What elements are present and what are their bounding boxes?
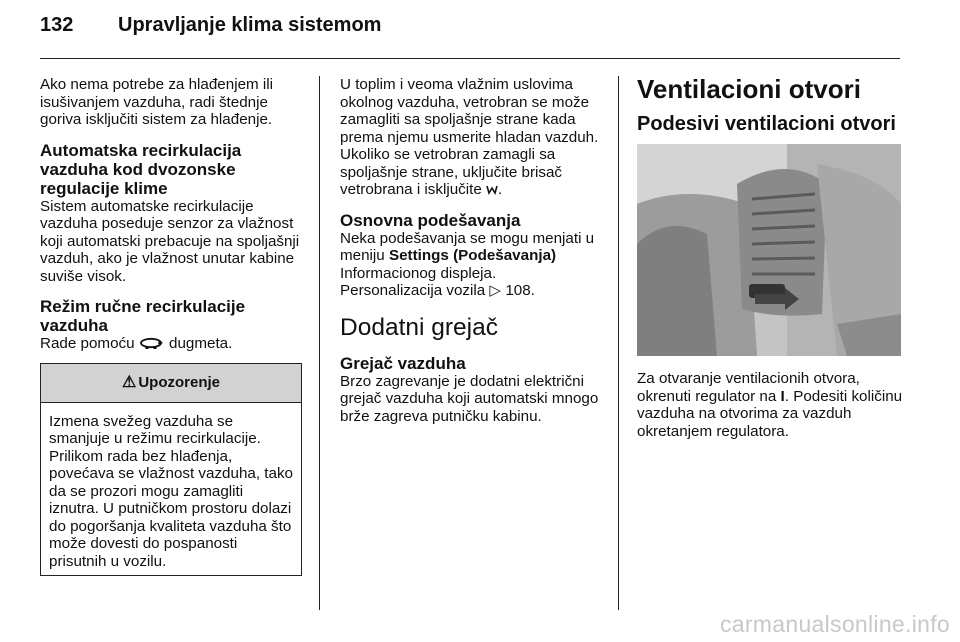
- basic-settings-text: Neka podešavanja se mogu menjati u meniju Settings (Podešavanja) Informacionog displeja. Personalizacija vozila ▷ 108.: [340, 229, 595, 299]
- manual-recirc-text: Rade pomoću dugmeta.: [40, 335, 233, 352]
- warning-box: [40, 363, 302, 577]
- page-header: [40, 14, 381, 54]
- adjustable-vents-heading: Podesivi ventilacioni otvori: [637, 113, 896, 135]
- warning-triangle-icon: ⚠: [121, 373, 137, 391]
- column-3: [637, 76, 905, 440]
- page-reference-arrow-icon: ▷: [489, 282, 502, 299]
- column-2: [340, 76, 606, 425]
- basic-settings-heading: Osnovna podešavanja: [340, 210, 521, 230]
- vents-section-title: Ventilacioni otvori: [637, 74, 861, 104]
- auto-recirc-heading: Automatska recirkulacija vazduha kod dvozonske regulacije klime: [40, 140, 242, 198]
- air-heater-heading: Grejač vazduha: [340, 353, 466, 373]
- vent-open-symbol: I: [780, 387, 785, 405]
- watermark: carmanualsonline.info: [719, 611, 950, 637]
- warning-title: Upozorenje: [138, 373, 221, 391]
- intro-paragraph: Ako nema potrebe za hlađenjem ili isušivanjem vazduha, radi štednje goriva isključiti sistem za hlađenje.: [40, 76, 274, 128]
- page-title: Upravljanje klima sistemom: [118, 14, 382, 36]
- humid-paragraph: U toplim i veoma vlažnim uslovima okolnog vazduha, vetrobran se može zamagliti sa spoljašnje strane kada prema njemu usmerite hladan vazduh. Ukoliko se vetrobran zamagli sa spoljašnje strane, uključite brisač vetrobrana i isključite .: [340, 76, 599, 198]
- column-divider: [319, 76, 320, 610]
- manual-recirc-heading: Režim ručne recirkulacije vazduha: [40, 297, 246, 335]
- auto-recirc-text: Sistem automatske recirkulacije vazduha poseduje senzor za vlažnost koji automatski prebacuje na spoljašnji vazduh, ako je vlažnost unutar kabine suviše visok.: [40, 197, 300, 285]
- vent-caption: Za otvaranje ventilacionih otvora, okrenuti regulator na I. Podesiti količinu vazduha na otvorima za vazduh okretanjem regulatora.: [637, 370, 903, 440]
- column-1: [40, 76, 308, 576]
- warning-text: Izmena svežeg vazduha se smanjuje u režimu recirkulacije. Prilikom rada bez hlađenja, povećava se vlažnost vazduha, tako da se prozori mogu zamagliti iznutra. U putničkom prostoru dolazi do pogoršanja kvaliteta vazduha što može dovesti do pospanosti prisutnih u vozilu.: [49, 412, 293, 570]
- air-heater-text: Brzo zagrevanje je dodatni električni grejač vazduha koji automatski mnogo brže zagreva putničku kabinu.: [340, 372, 599, 425]
- recirculation-icon: [139, 335, 165, 352]
- column-divider: [618, 76, 619, 610]
- header-rule: [40, 58, 900, 59]
- settings-menu-label: Settings (Podešavanja): [388, 247, 557, 264]
- page-number: 132: [40, 14, 74, 36]
- aux-heater-section-title: Dodatni grejač: [340, 313, 498, 341]
- vent-photo: [637, 144, 901, 356]
- ac-icon: [486, 181, 498, 198]
- warning-header: [41, 364, 301, 403]
